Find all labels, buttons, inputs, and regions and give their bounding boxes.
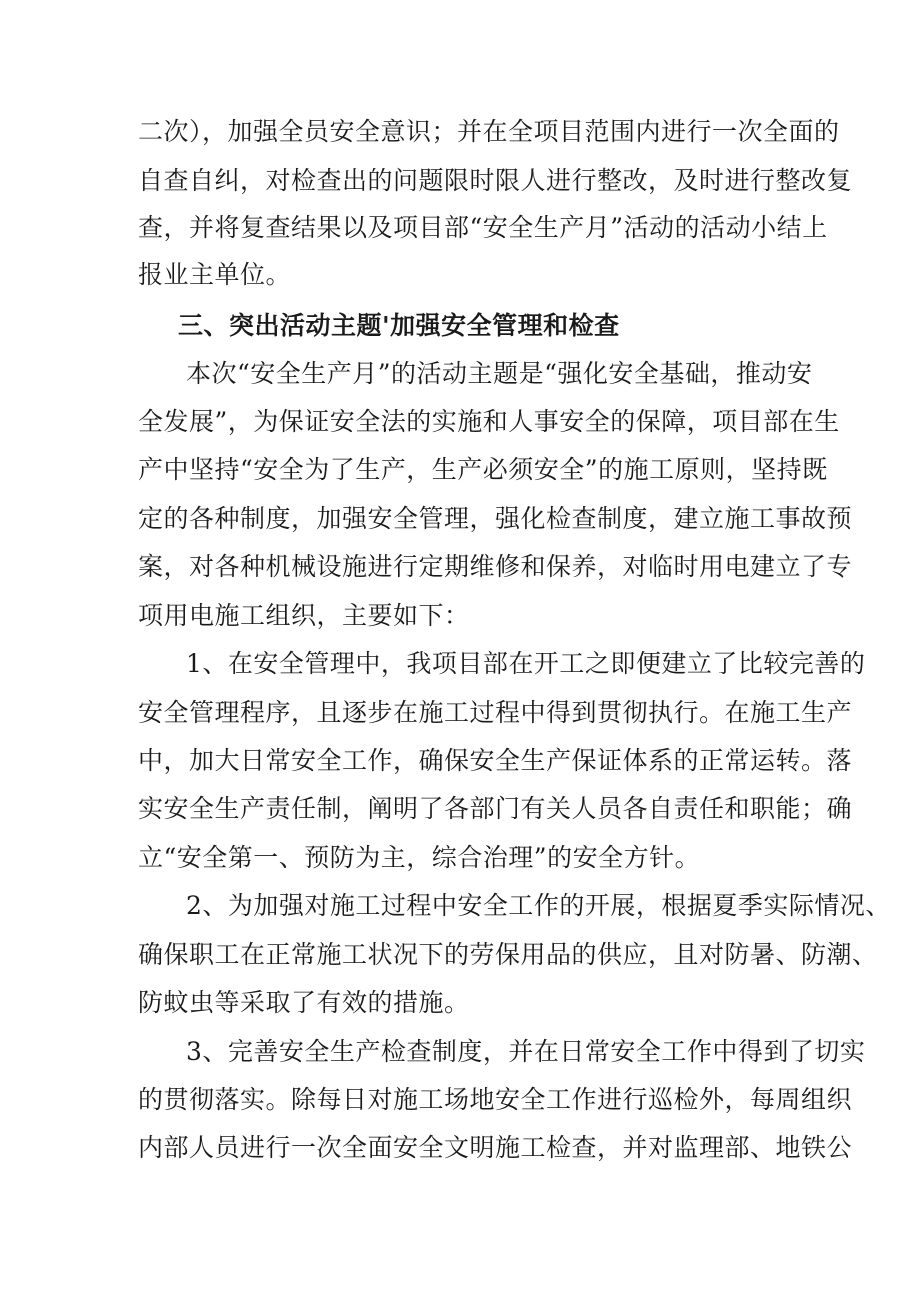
paragraph-line: 报业主单位。 [138,260,292,289]
paragraph-line: 查，并将复查结果以及项目部“安全生产月”活动的活动小结上 [138,213,828,242]
paragraph-line: 安全管理程序，且逐步在施工过程中得到贯彻执行。在施工生产 [138,698,853,727]
paragraph-line: 项用电施工组织，主要如下： [138,601,470,630]
paragraph-line: 实安全生产责任制，阐明了各部门有关人员各自责任和职能；确 [138,794,853,823]
paragraph-line: 的贯彻落实。除每日对施工场地安全工作进行巡检外，每周组织 [138,1085,853,1114]
paragraph-line: 案，对各种机械设施进行定期维修和保养，对临时用电建立了专 [138,552,853,581]
paragraph-line: 全发展”，为保证安全法的实施和人事安全的保障，项目部在生 [138,407,840,436]
paragraph-line: 定的各种制度，加强安全管理，强化检查制度，建立施工事故预 [138,504,853,533]
paragraph-line: 3、完善安全生产检查制度，并在日常安全工作中得到了切实 [186,1037,866,1066]
paragraph-line: 产中坚持“安全为了生产，生产必须安全”的施工原则，坚持既 [138,455,828,484]
paragraph-line: 立“安全第一、预防为主，综合治理”的安全方针。 [138,843,701,872]
paragraph-line: 内部人员进行一次全面安全文明施工检查，并对监理部、地铁公 [138,1133,853,1162]
paragraph-line: 自查自纠，对检查出的问题限时限人进行整改，及时进行整改复 [138,166,853,195]
paragraph-line: 本次“安全生产月”的活动主题是“强化安全基础，推动安 [186,359,813,388]
section-heading: 三、突出活动主题'加强安全管理和检查 [178,311,620,340]
paragraph-line: 2、为加强对施工过程中安全工作的开展，根据夏季实际情况、 [186,891,891,920]
paragraph-line: 中，加大日常安全工作，确保安全生产保证体系的正常运转。落 [138,746,853,775]
paragraph-line: 二次），加强全员安全意识；并在全项目范围内进行一次全面的 [138,117,840,146]
paragraph-line: 防蚊虫等采取了有效的措施。 [138,988,470,1017]
paragraph-line: 1、在安全管理中，我项目部在开工之即便建立了比较完善的 [186,649,866,678]
paragraph-line: 确保职工在正常施工状况下的劳保用品的供应，且对防暑、防潮、 [138,940,878,969]
